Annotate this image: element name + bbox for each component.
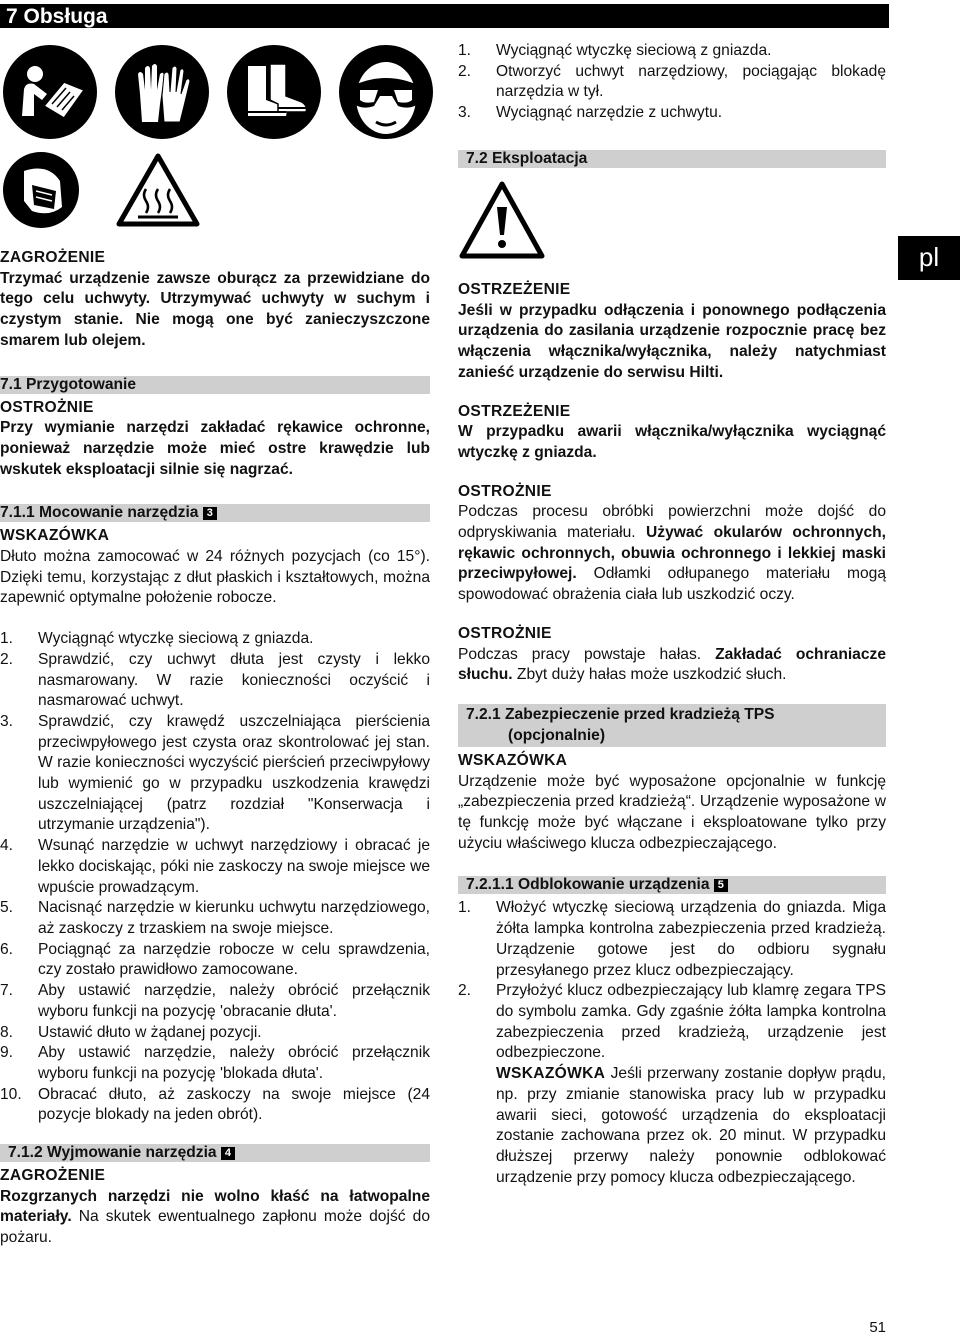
figure-ref-badge: 5 — [714, 879, 728, 892]
removal-steps-list — [458, 41, 886, 124]
hot-surface-warning-icon — [116, 153, 200, 227]
caution-title: OSTROŻNIE — [458, 482, 552, 500]
section-7-2-1-subtitle: (opcjonalnie) — [508, 726, 606, 744]
caution-text: Przy wymianie narzędzi zakładać rękawice ochronne, ponieważ narzędzie może mieć ostre krawędzie lub wskutek eksploatacji silnie się nagrzać. — [0, 419, 430, 478]
caution-text: Podczas pracy powstaje hałas. Zakładać ochraniacze słuchu. Zbyt duży hałas może uszkodzić słuch. — [458, 645, 886, 684]
language-tab: pl — [898, 236, 960, 280]
list-item: 9. Aby ustawić narzędzie, należy obrócić przełącznik wyboru funkcji na pozycję 'blokada dłuta'. — [0, 1044, 430, 1082]
list-item: 4. Wsunąć narzędzie w uchwyt narzędziowy i obracać je lekko dociskając, póki nie zaskoczy na swoje miejsce we wpuście prowadzącym. — [0, 837, 430, 896]
note-text: Dłuto można zamocować w 24 różnych pozycjach (co 15°). Dzięki temu, korzystając z dłut płaskich i kształtowych, można zapewnić optymalne położenie robocze. — [0, 548, 430, 607]
warning-title: OSTRZEŻENIE — [458, 281, 571, 298]
section-7-2-1-1-title: 7.2.1.1 Odblokowanie urządzenia — [466, 876, 710, 894]
section-7-2-1-title: 7.2.1 Zabezpieczenie przed kradzieżą TPS — [466, 705, 775, 723]
unlock-steps-list — [458, 898, 886, 1064]
list-item: 8. Ustawić dłuto w żądanej pozycji. — [0, 1023, 262, 1041]
note-inline: WSKAZÓWKA Jeśli przerwany zostanie dopływ prądu, np. przy zmianie stanowiska pracy lub w przypadku awarii sieci, gotowość urządzenia do eksploatacji zostanie zachowana przez ok. 20 minut. W przypadku dłuższej przerwy należy ponownie odblokować urządzenie przy pomocy klucza odbezpieczającego. — [496, 1065, 886, 1186]
list-item: 7. Aby ustawić narzędzie, należy obrócić przełącznik wyboru funkcji na pozycję 'obracanie dłuta'. — [0, 982, 430, 1020]
mounting-steps-list — [0, 629, 430, 1126]
figure-ref-badge: 4 — [221, 1147, 235, 1160]
figure-ref-badge: 3 — [203, 507, 217, 520]
safety-glasses-icon — [338, 44, 434, 140]
section-7-1-2-heading — [0, 1144, 430, 1162]
list-item: 10. Obracać dłuto, aż zaskoczy na swoje miejsce (24 pozycje blokady na jeden obrót). — [0, 1085, 430, 1124]
section-7-1-2-title: 7.1.2 Wyjmowanie narzędzia — [8, 1144, 217, 1162]
caution-title: OSTROŻNIE — [458, 624, 552, 642]
list-item: 1. Wyciągnąć wtyczkę sieciową z gniazda. — [0, 630, 314, 648]
list-item: 1. Wyciągnąć wtyczkę sieciową z gniazda. — [458, 42, 772, 59]
warning-title: OSTRZEŻENIE — [458, 402, 571, 420]
section-7-2-heading: 7.2 Eksploatacja — [458, 150, 886, 168]
danger-text: Rozgrzanych narzędzi nie wolno kłaść na łatwopalne materiały. Na skutek ewentualnego zapłonu może dojść do pożaru. — [0, 1187, 430, 1247]
dust-mask-icon — [2, 151, 80, 229]
right-column — [458, 280, 886, 1188]
list-item: 2. Sprawdzić, czy uchwyt dłuta jest czysty i lekko nasmarowany. W razie konieczności oczyścić i nasmarować uchwyt. — [0, 650, 430, 710]
section-7-1-1-heading — [0, 504, 430, 522]
danger-title: ZAGROŻENIE — [0, 249, 106, 266]
caution-title: OSTROŻNIE — [0, 398, 94, 416]
list-item: 5. Nacisnąć narzędzie w kierunku uchwytu narzędziowego, aż zaskoczy z trzaskiem na swoje miejsce. — [0, 899, 430, 937]
gloves-icon — [114, 44, 210, 140]
note-text: Urządzenie może być wyposażone opcjonalnie w funkcję „zabezpieczenia przed kradzieżą“. Urządzenie wyposażone w tę funkcję może być włączane i eksploatowane tylko przy użyciu właściwego klucza odbezpieczającego. — [458, 772, 886, 852]
list-item: 6. Pociągnąć za narzędzie robocze w celu sprawdzenia, czy zostało prawidłowo zamocowane. — [0, 940, 430, 979]
caution-text: Podczas procesu obróbki powierzchni może dojść do odpryskiwania materiału. Używać okularów ochronnych, rękawic ochronnych, obuwia ochronnego i lekkiej maski przeciwpyłowej. Odłamki odłupanego materiału mogą spowodować obrażenia ciała lub uszkodzić oczy. — [458, 503, 886, 604]
chapter-header: 7 Obsługa — [0, 4, 889, 28]
left-column — [0, 248, 430, 1249]
note-title: WSKAZÓWKA — [458, 751, 568, 769]
list-item: 2. Otworzyć uchwyt narzędziowy, pociągając blokadę narzędzia w tył. — [458, 62, 886, 101]
read-manual-icon — [2, 44, 98, 140]
right-column-top — [458, 41, 886, 168]
safety-boots-icon — [226, 44, 322, 140]
general-warning-icon — [459, 181, 545, 259]
section-7-1-heading: 7.1 Przygotowanie — [0, 376, 430, 394]
danger-text: Trzymać urządzenie zawsze oburącz za przewidziane do tego celu uchwyty. Utrzymywać uchwyty w suchym i czystym stanie. Nie mogą one być zanieczyszczone smarem lub olejem. — [0, 269, 430, 349]
warning-text: Jeśli w przypadku odłączenia i ponownego podłączenia urządzenia do zasilania urządzenie rozpocznie pracę bez włączenia włącznika/wyłącznika, należy natychmiast zanieść urządzenie do serwisu Hilti. — [458, 301, 886, 381]
danger-title: ZAGROŻENIE — [0, 1167, 106, 1185]
note-title: WSKAZÓWKA — [0, 527, 110, 545]
list-item: 2. Przyłożyć klucz odbezpieczający lub klamrę zegara TPS do symbolu zamka. Gdy zgaśnie żółta lampka kontrolna zabezpieczenia przed kradzieżą, urządzenie jest odbezpieczone. — [458, 982, 886, 1062]
list-item: 3. Sprawdzić, czy krawędź uszczelniająca pierścienia przeciwpyłowego jest czysta oraz skontrolować jej stan. W razie konieczności wyczyścić pierścień przeciwpyłowy lub wymienić go w przypadku uszkodzenia krawędzi uszczelniającej (patrz rozdział "Konserwacja i utrzymanie urządzenia"). — [0, 712, 430, 834]
section-7-2-1-1-heading — [458, 876, 886, 894]
page-number: 51 — [869, 1319, 886, 1336]
warning-text: W przypadku awarii włącznika/wyłącznika wyciągnąć wtyczkę z gniazda. — [458, 423, 886, 461]
list-item: 1. Włożyć wtyczkę sieciową urządzenia do gniazda. Miga żółta lampka kontrolna zabezpieczenia przed kradzieżą. Urządzenie gotowe jest do odbioru sygnału przesyłanego przez klucz odbezpieczający. — [458, 899, 886, 979]
section-7-1-1-title: 7.1.1 Mocowanie narzędzia — [0, 504, 199, 522]
list-item: 3. Wyciągnąć narzędzie z uchwytu. — [458, 104, 723, 122]
section-7-2-1-heading — [458, 704, 886, 747]
